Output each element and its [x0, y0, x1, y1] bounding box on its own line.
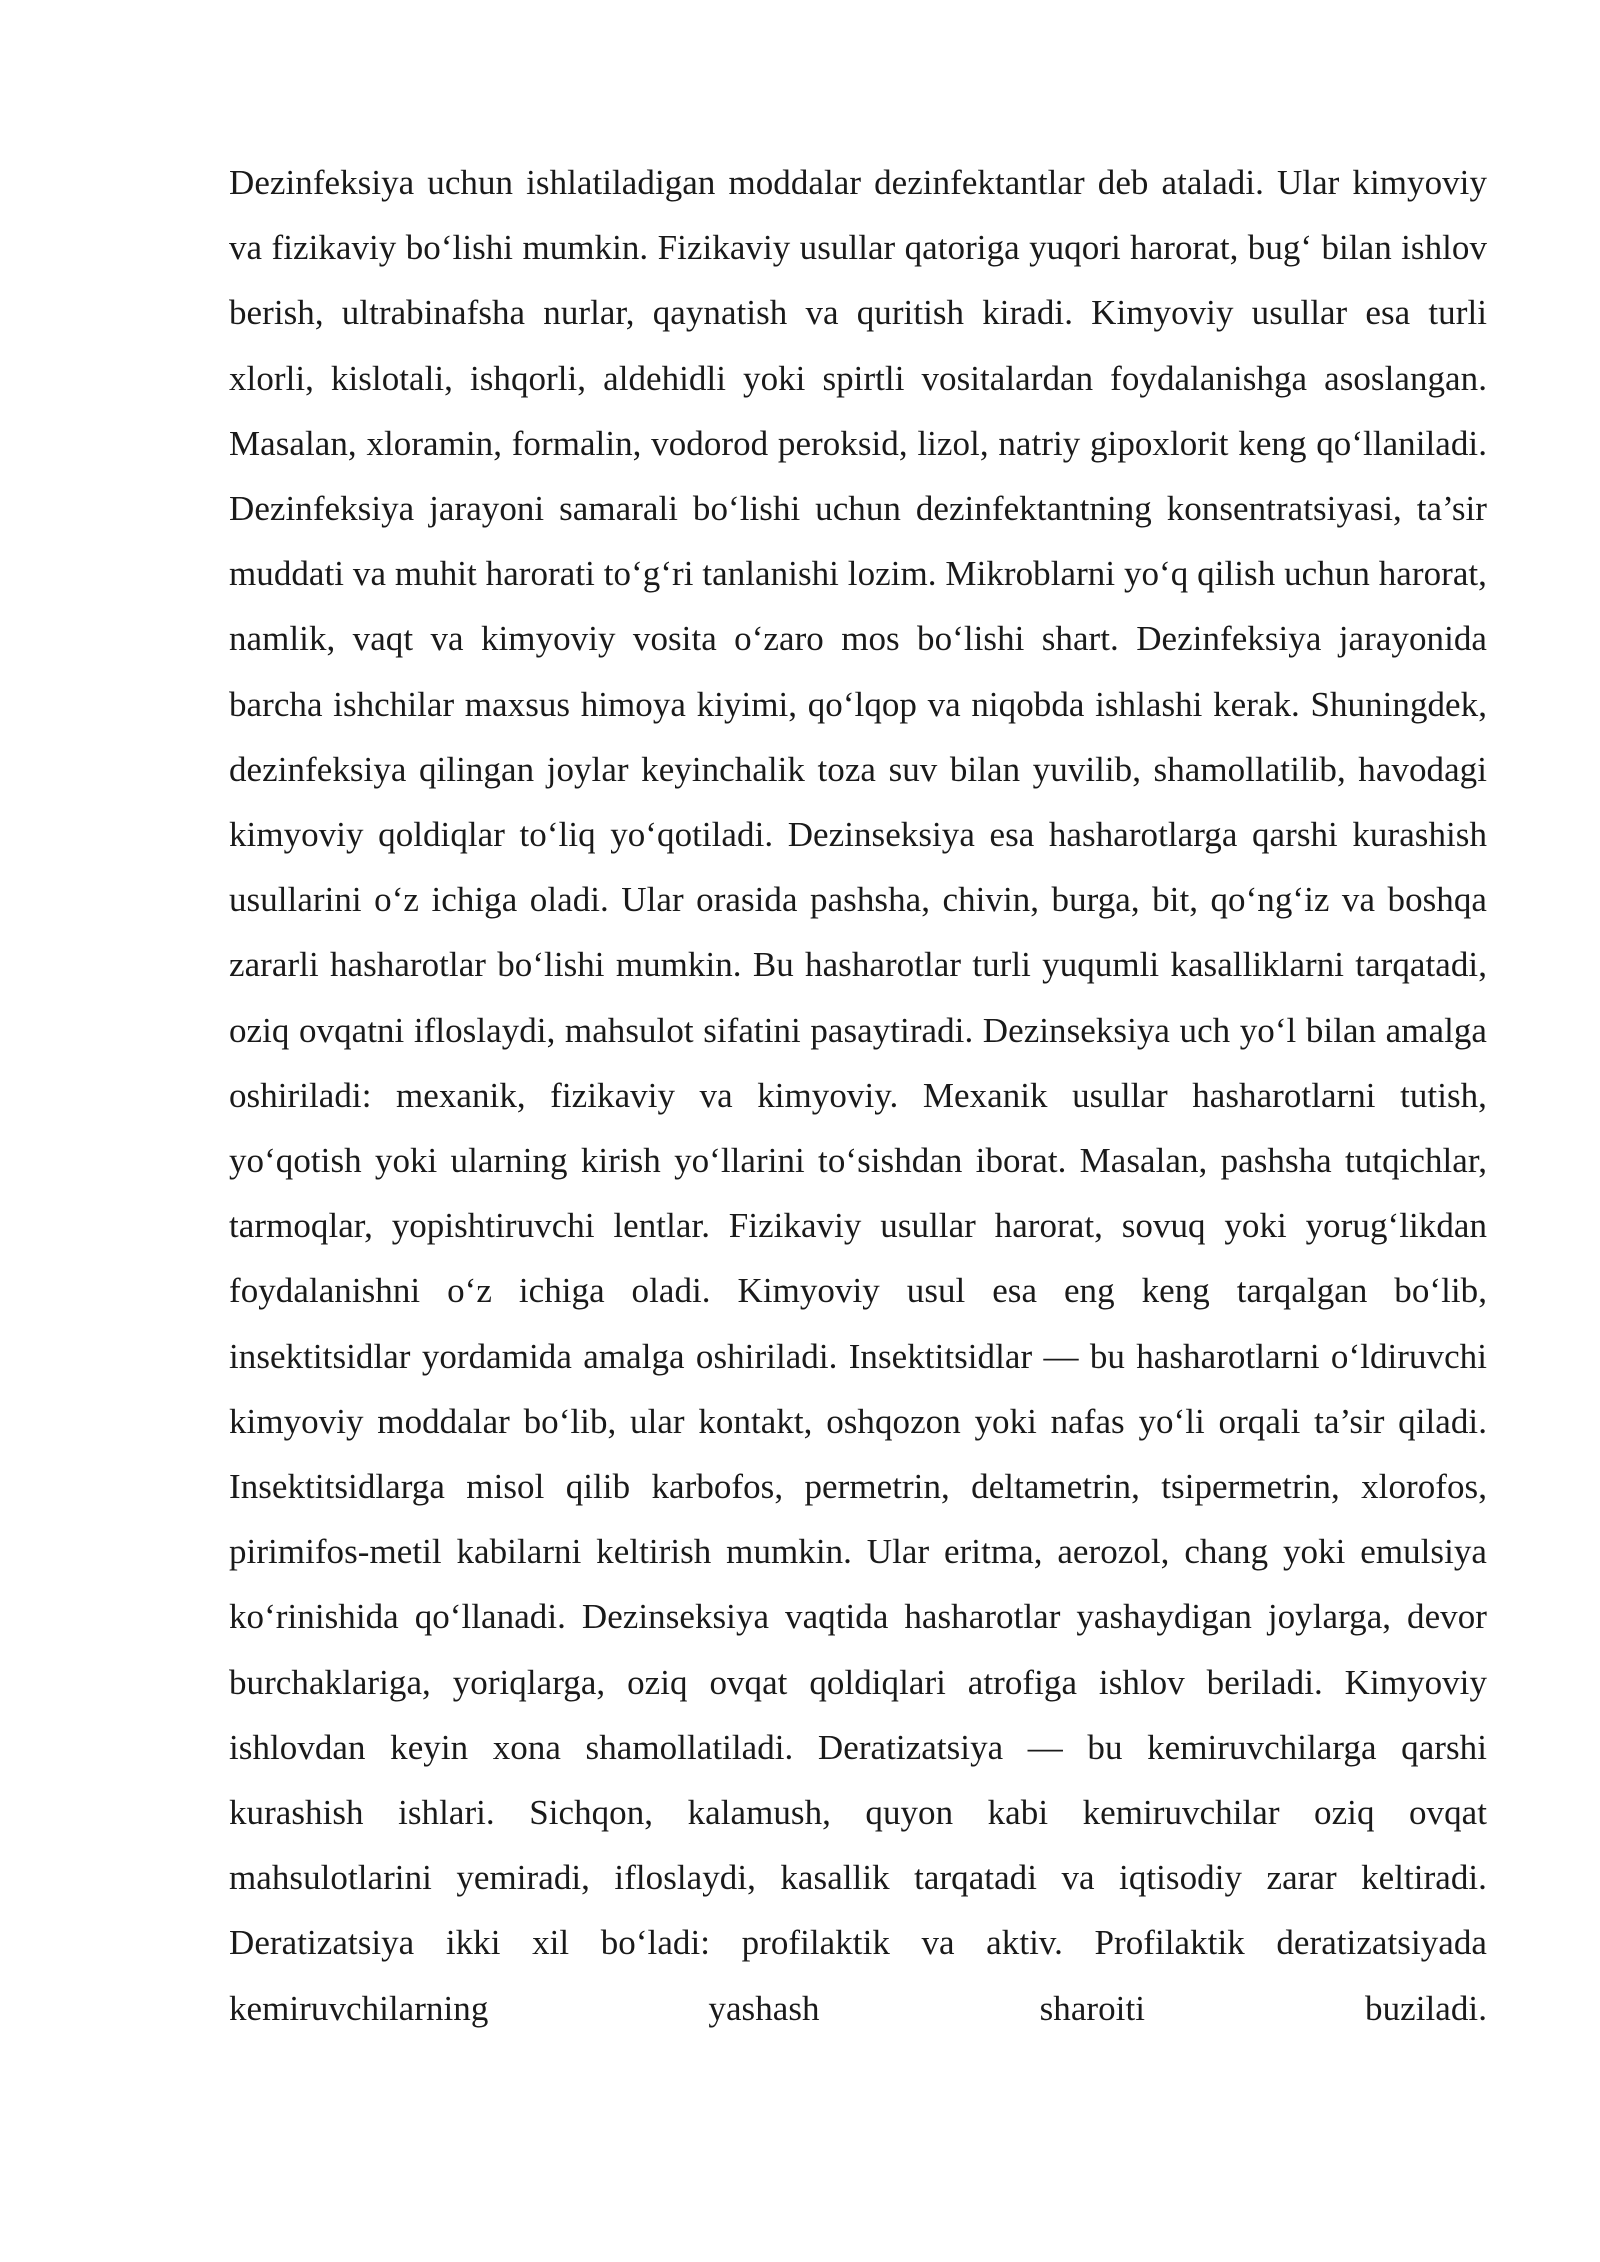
body-paragraph: Dezinfeksiya uchun ishlatiladigan moddalar dezinfektantlar deb ataladi. Ular kimyoviy va fizikaviy bo‘lishi mumkin. Fizikaviy usullar qatoriga yuqori harorat, bug‘ bilan ishlov berish, ultrabinafsha nurlar, qaynatish va quritish kiradi. Kimyoviy usullar esa turli xlorli, kislotali, ishqorli, aldehidli yoki spirtli vositalardan foydalanishga asoslangan. Masalan, xloramin, formalin, vodorod peroksid, lizol, natriy gipoxlorit keng qo‘llaniladi. Dezinfeksiya jarayoni samarali bo‘lishi uchun dezinfektantning konsentratsiyasi, ta’sir muddati va muhit harorati to‘g‘ri tanlanishi lozim. Mikroblarni yo‘q qilish uchun harorat, namlik, vaqt va kimyoviy vosita o‘zaro mos bo‘lishi shart. Dezinfeksiya jarayonida barcha ishchilar maxsus himoya kiyimi, qo‘lqop va niqobda ishlashi kerak. Shuningdek, dezinfeksiya qilingan joylar keyinchalik toza suv bilan yuvilib, shamollatilib, havodagi kimyoviy qoldiqlar to‘liq yo‘qotiladi. Dezinseksiya esa hasharotlarga qarshi kurashish usullarini o‘z ichiga oladi. Ular orasida pashsha, chivin, burga, bit, qo‘ng‘iz va boshqa zararli hasharotlar bo‘lishi mumkin. Bu hasharotlar turli yuqumli kasalliklarni tarqatadi, oziq ovqatni ifloslaydi, mahsulot sifatini pasaytiradi. Dezinseksiya uch yo‘l bilan amalga oshiriladi: mexanik, fizikaviy va kimyoviy. Mexanik usullar hasharotlarni tutish, yo‘qotish yoki ularning kirish yo‘llarini to‘sishdan iborat. Masalan, pashsha tutqichlar, tarmoqlar, yopishtiruvchi lentlar. Fizikaviy usullar harorat, sovuq yoki yorug‘likdan foydalanishni o‘z ichiga oladi. Kimyoviy usul esa eng keng tarqalgan bo‘lib, insektitsidlar yordamida amalga oshiriladi. Insektitsidlar — bu hasharotlarni o‘ldiruvchi kimyoviy moddalar bo‘lib, ular kontakt, oshqozon yoki nafas yo‘li orqali ta’sir qiladi. Insektitsidlarga misol qilib karbofos, permetrin, deltametrin, tsipermetrin, xlorofos, pirimifos-metil kabilarni keltirish mumkin. Ular eritma, aerozol, chang yoki emulsiya ko‘rinishida qo‘llanadi. Dezinseksiya vaqtida hasharotlar yashaydigan joylarga, devor burchaklariga, yoriqlarga, oziq ovqat qoldiqlari atrofiga ishlov beriladi. Kimyoviy ishlovdan keyin xona shamollatiladi. Deratizatsiya — bu kemiruvchilarga qarshi kurashish ishlari. Sichqon, kalamush, quyon kabi kemiruvchilar oziq ovqat mahsulotlarini yemiradi, ifloslaydi, kasallik tarqatadi va iqtisodiy zarar keltiradi. Deratizatsiya ikki xil bo‘ladi: profilaktik va aktiv. Profilaktik deratizatsiyada kemiruvchilarning yashash sharoiti buziladi. [229, 163, 1487, 2028]
